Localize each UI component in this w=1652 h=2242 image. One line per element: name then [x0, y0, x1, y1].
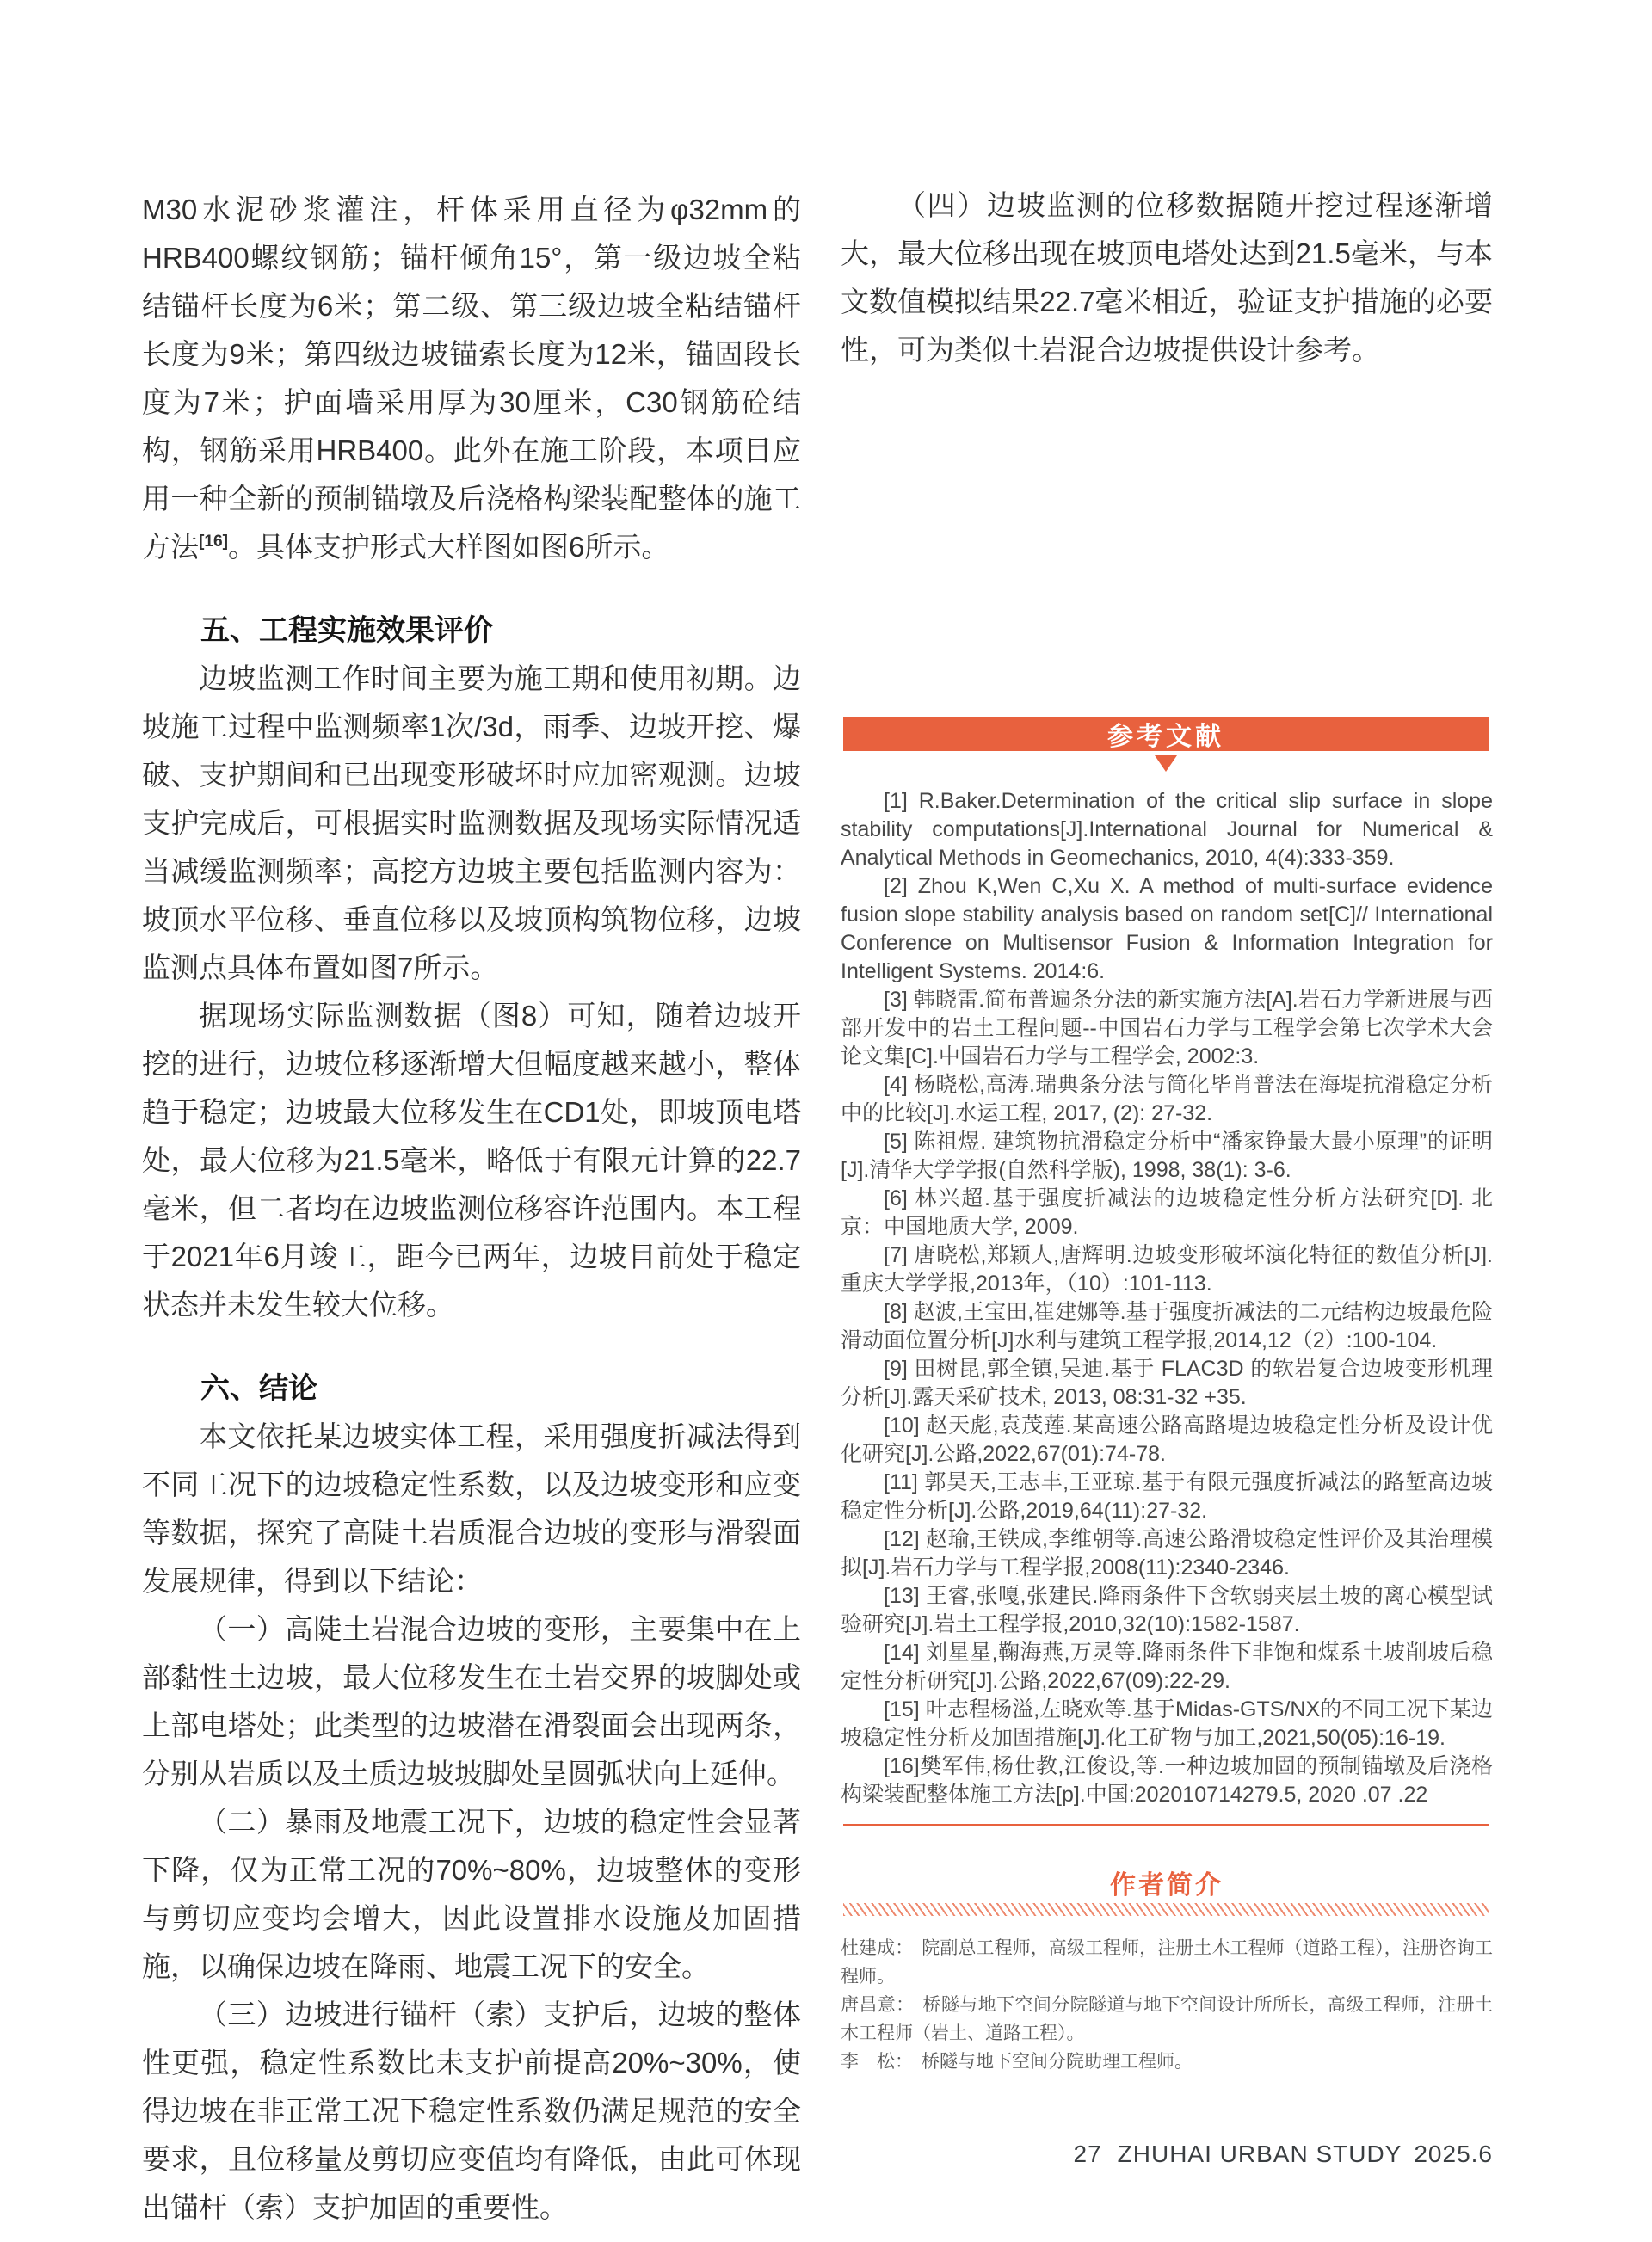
reference-item: [4] 杨晓松,高涛.瑞典条分法与简化毕肖普法在海堤抗滑稳定分析中的比较[J].水运工程, 2017, (2): 27-32. [841, 1073, 1493, 1125]
right-column-top [841, 182, 1493, 374]
support-design-text: M30水泥砂浆灌注，杆体采用直径为φ32mm的HRB400螺纹钢筋；锚杆倾角15°，第一级边坡全粘结锚杆长度为6米；第二级、第三级边坡全粘结锚杆长度为9米；第四级边坡锚索长度为12米，锚固段长度为7米；护面墙采用厚为30厘米，C30钢筋砼结构，钢筋采用HRB400。此外在施工阶段，本项目应用一种全新的预制锚墩及后浇格构梁装配整体的施工方法 [142, 194, 801, 563]
support-design-paragraph [142, 186, 801, 571]
section-6-heading: 六、结论 [200, 1372, 317, 1405]
author-name: 李 松： [841, 2052, 913, 2072]
conclusion-item-1: （一）高陡土岩混合边坡的变形，主要集中在上部黏性土边坡，最大位移发生在土岩交界的坡脚处或上部电塔处；此类型的边坡潜在滑裂面会出现两条，分别从岩质以及土质边坡坡脚处呈圆弧状向上延伸。 [142, 1613, 801, 1789]
author-section-title: 作者简介 [1110, 1871, 1224, 1900]
reference-item: [13] 王睿,张嘎,张建民.降雨条件下含软弱夹层土坡的离心模型试验研究[J].岩土工程学报,2010,32(10):1582-1587. [841, 1584, 1493, 1636]
reference-item: [10] 赵天彪,袁茂莲.某高速公路高路堤边坡稳定性分析及设计优化研究[J].公路,2022,67(01):74-78. [841, 1414, 1493, 1466]
author-name: 唐昌意： [841, 1995, 915, 2015]
conclusion-item-2: （二）暴雨及地震工况下，边坡的稳定性会显著下降，仅为正常工况的70%~80%，边坡整体的变形与剪切应变均会增大，因此设置排水设施及加固措施，以确保边坡在降雨、地震工况下的安全。 [142, 1806, 801, 1982]
reference-item: [12] 赵瑜,王铁成,李维朝等.高速公路滑坡稳定性评价及其治理模拟[J].岩石力学与工程学报,2008(11):2340-2346. [841, 1527, 1493, 1580]
author-section-divider [843, 1824, 1489, 1826]
reference-item: [8] 赵波,王宝田,崔建娜等.基于强度折减法的二元结构边坡最危险滑动面位置分析[J]水利与建筑工程学报,2014,12（2）:100-104. [841, 1300, 1493, 1352]
section-5-heading: 五、工程实施效果评价 [200, 614, 493, 647]
author-bio-row [841, 1934, 1493, 1991]
left-column [142, 186, 801, 2232]
conclusion-item-3: （三）边坡进行锚杆（索）支护后，边坡的整体性更强，稳定性系数比未支护前提高20%~30%，使得边坡在非正常工况下稳定性系数仍满足规范的安全要求，且位移量及剪切应变值均有降低，由此可体现出锚杆（索）支护加固的重要性。 [142, 1999, 801, 2223]
author-bio-text: 院副总工程师，高级工程师，注册土木工程师（道路工程），注册咨询工程师。 [841, 1938, 1494, 1986]
conclusion-item-4: （四）边坡监测的位移数据随开挖过程逐渐增大，最大位移出现在坡顶电塔处达到21.5毫米，与本文数值模拟结果22.7毫米相近，验证支护措施的必要性，可为类似土岩混合边坡提供设计参考。 [841, 189, 1493, 366]
reference-item: [9] 田树昆,郭全镇,吴迪.基于 FLAC3D 的软岩复合边坡变形机理分析[J].露天采矿技术, 2013, 08:31-32 +35. [841, 1357, 1493, 1409]
reference-item: [2] Zhou K,Wen C,Xu X. A method of multi-surface evidence fusion slope stability analysis based on random set[C]// International Conference on Multisensor Fusion & Information Integration for Intelligent Systems. 2014:6. [841, 874, 1493, 983]
reference-item: [7] 唐晓松,郑颖人,唐辉明.边坡变形破坏演化特征的数值分析[J].重庆大学学报,2013年，（10）:101-113. [841, 1243, 1493, 1296]
author-bio-row [841, 1991, 1493, 2048]
support-design-text-end: 。具体支护形式大样图如图6所示。 [228, 531, 670, 563]
author-name: 杜建成： [841, 1938, 914, 1958]
page-number: 27 [1073, 2140, 1102, 2167]
author-bio-row [841, 2048, 1493, 2076]
triangle-down-icon [1155, 755, 1177, 772]
section-6-intro: 本文依托某边坡实体工程，采用强度折减法得到不同工况下的边坡稳定性系数，以及边坡变形和应变等数据，探究了高陡土岩质混合边坡的变形与滑裂面发展规律，得到以下结论： [142, 1420, 801, 1597]
author-bio-text: 桥隧与地下空间分院隧道与地下空间设计所所长，高级工程师，注册土木工程师（岩土、道路工程）。 [841, 1995, 1493, 2043]
references-header-bar [843, 717, 1489, 751]
author-bio-text: 桥隧与地下空间分院助理工程师。 [922, 2052, 1193, 2072]
reference-item: [16]樊军伟,杨仕教,江俊设,等.一种边坡加固的预制锚墩及后浇格构梁装配整体施工方法[p].中国:202010714279.5, 2020 .07 .22 [841, 1754, 1493, 1807]
reference-item: [5] 陈祖煜. 建筑物抗滑稳定分析中“潘家铮最大最小原理”的证明[J].清华大学学报(自然科学版), 1998, 38(1): 3-6. [841, 1130, 1493, 1182]
reference-item: [14] 刘星星,鞠海燕,万灵等.降雨条件下非饱和煤系土坡削坡后稳定性分析研究[J].公路,2022,67(09):22-29. [841, 1641, 1493, 1693]
reference-item: [15] 叶志程杨溢,左晓欢等.基于Midas-GTS/NX的不同工况下某边坡稳定性分析及加固措施[J].化工矿物与加工,2021,50(05):16-19. [841, 1697, 1493, 1750]
references-title: 参考文献 [1107, 723, 1224, 751]
issue-number: 2025.6 [1414, 2140, 1493, 2167]
reference-item: [1] R.Baker.Determination of the critical slip surface in slope stability computations[J].International Journal for Numerical & Analytical Methods in Geomechanics, 2010, 4(4):333-359. [841, 789, 1493, 870]
section-5-paragraph-2: 据现场实际监测数据（图8）可知，随着边坡开挖的进行，边坡位移逐渐增大但幅度越来越小，整体趋于稳定；边坡最大位移发生在CD1处，即坡顶电塔处，最大位移为21.5毫米，略低于有限元计算的22.7毫米，但二者均在边坡监测位移容许范围内。本工程于2021年6月竣工，距今已两年，边坡目前处于稳定状态并未发生较大位移。 [142, 1000, 801, 1321]
reference-item: [3] 韩晓雷.简布普遍条分法的新实施方法[A].岩石力学新进展与西部开发中的岩土工程问题--中国岩石力学与工程学会第七次学术大会论文集[C].中国岩石力学与工程学会, 2002:3. [841, 988, 1493, 1069]
page-footer [1074, 2140, 1494, 2168]
reference-item: [6] 林兴超.基于强度折减法的边坡稳定性分析方法研究[D]. 北京：中国地质大学, 2009. [841, 1186, 1493, 1239]
author-bios [841, 1934, 1493, 2076]
hatch-stripe-band [843, 1903, 1489, 1916]
citation-superscript: [16] [199, 533, 229, 551]
section-5-paragraph-1: 边坡监测工作时间主要为施工期和使用初期。边坡施工过程中监测频率1次/3d，雨季、边坡开挖、爆破、支护期间和已出现变形破坏时应加密观测。边坡支护完成后，可根据实时监测数据及现场实际情况适当减缓监测频率；高挖方边坡主要包括监测内容为：坡顶水平位移、垂直位移以及坡顶构筑物位移，边坡监测点具体布置如图7所示。 [142, 662, 801, 983]
references-list [841, 787, 1493, 1809]
reference-item: [11] 郭昊天,王志丰,王亚琼.基于有限元强度折减法的路堑高边坡稳定性分析[J].公路,2019,64(11):27-32. [841, 1470, 1493, 1523]
journal-name: ZHUHAI URBAN STUDY [1117, 2140, 1402, 2167]
